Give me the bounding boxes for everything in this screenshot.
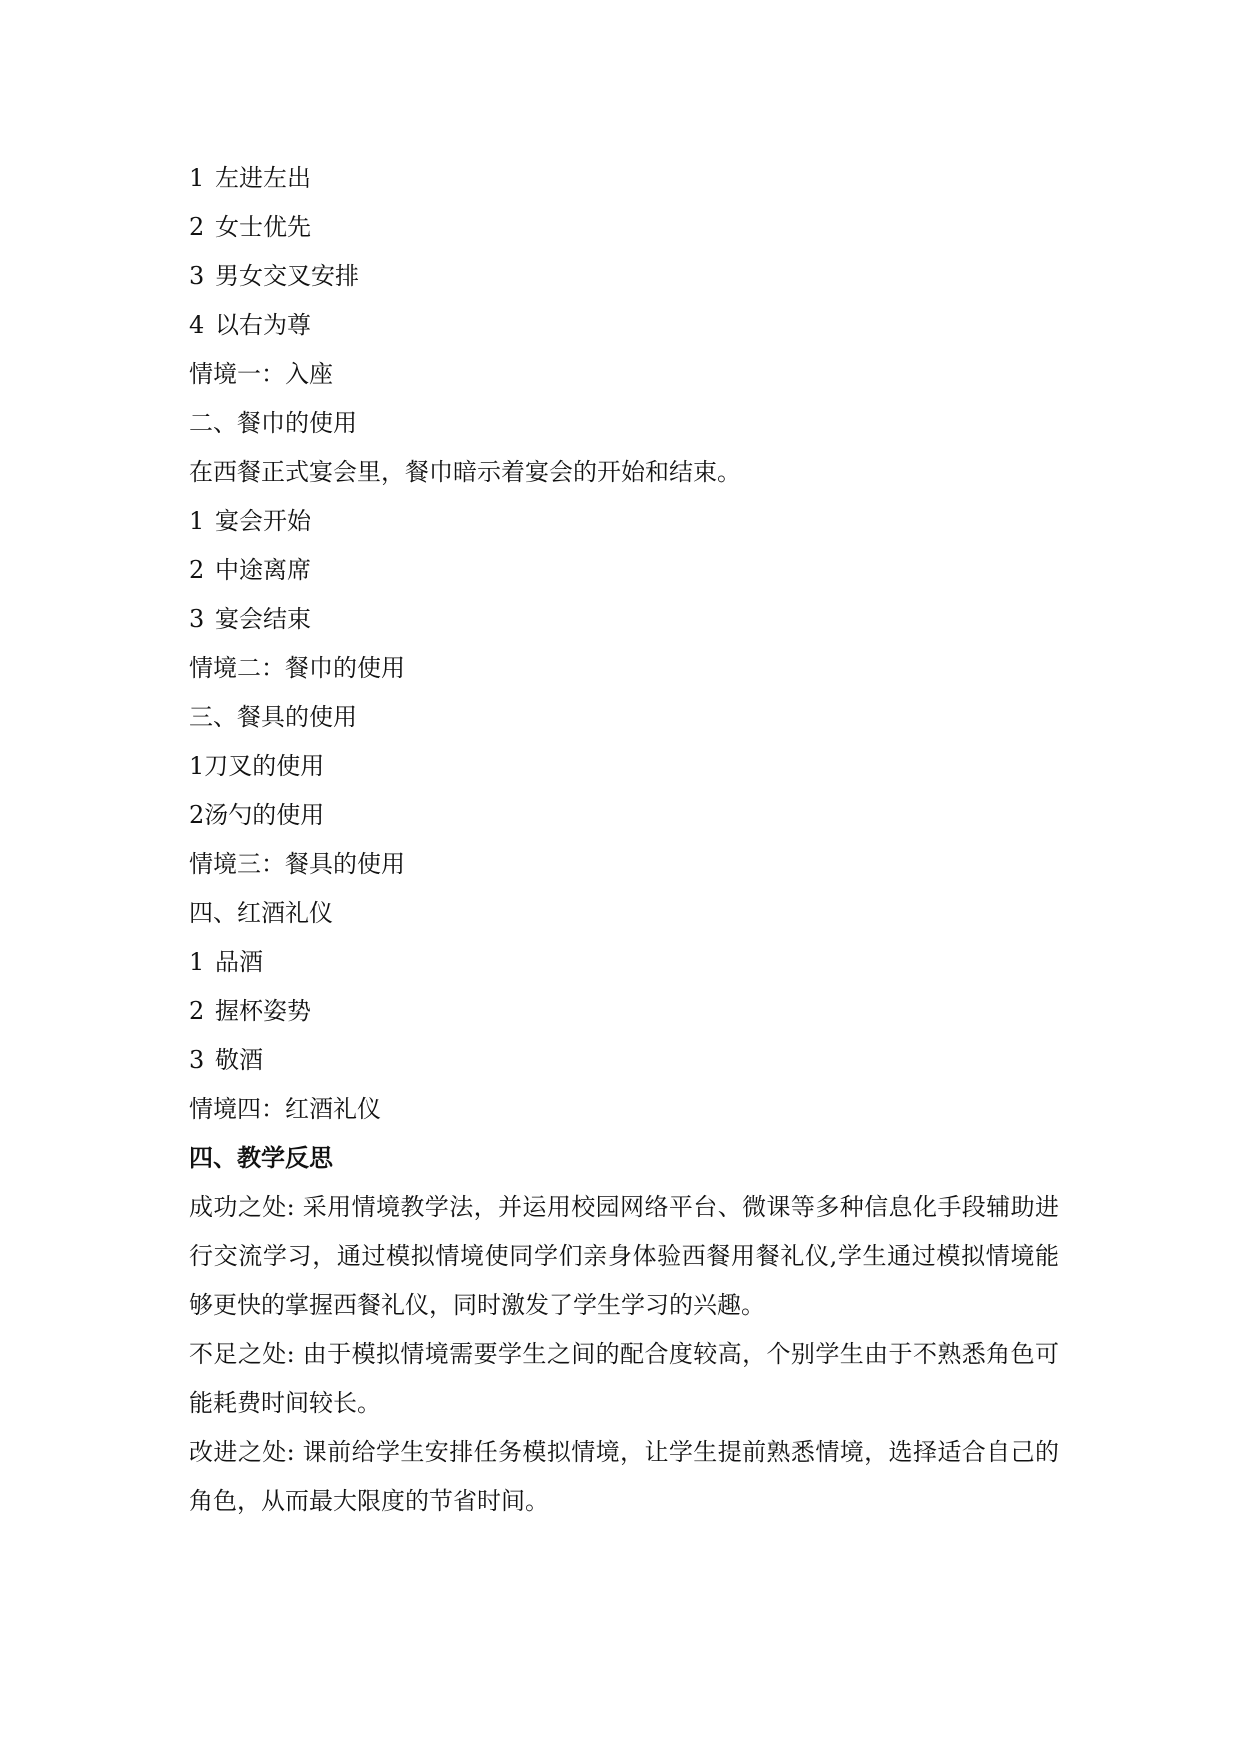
situation-1: 情境一：入座	[189, 360, 333, 388]
situation-2: 情境二：餐巾的使用	[189, 654, 405, 682]
list-item: 1 宴会开始	[189, 507, 311, 535]
section-4-title: 四、红酒礼仪	[189, 899, 333, 927]
list-item: 3 男女交叉安排	[189, 262, 359, 290]
list-item: 1 品酒	[189, 948, 263, 976]
section-2-intro: 在西餐正式宴会里，餐巾暗示着宴会的开始和结束。	[189, 458, 741, 486]
list-item: 2 握杯姿势	[189, 997, 311, 1025]
reflection-success: 成功之处: 采用情境教学法，并运用校园网络平台、微课等多种信息化手段辅助进行交流学习，通过模拟情境使同学们亲身体验西餐用餐礼仪,学生通过模拟情境能够更快的掌握西餐礼仪，同时激发了学生学习的兴趣。	[189, 1193, 1059, 1319]
list-item: 4 以右为尊	[189, 311, 311, 339]
list-item: 1 左进左出	[189, 164, 311, 192]
list-item: 2 女士优先	[189, 213, 311, 241]
section-3-title: 三、餐具的使用	[189, 703, 357, 731]
list-item: 3 宴会结束	[189, 605, 311, 633]
list-item: 1刀叉的使用	[189, 752, 325, 780]
reflection-shortcoming: 不足之处: 由于模拟情境需要学生之间的配合度较高，个别学生由于不熟悉角色可能耗费时间较长。	[189, 1340, 1059, 1417]
document-content	[189, 154, 1059, 1526]
situation-3: 情境三：餐具的使用	[189, 850, 405, 878]
list-item: 3 敬酒	[189, 1046, 263, 1074]
reflection-improvement: 改进之处: 课前给学生安排任务模拟情境，让学生提前熟悉情境，选择适合自己的角色，从而最大限度的节省时间。	[189, 1438, 1059, 1515]
section-2-title: 二、餐巾的使用	[189, 409, 357, 437]
list-item: 2 中途离席	[189, 556, 311, 584]
situation-4: 情境四：红酒礼仪	[189, 1095, 381, 1123]
reflection-heading: 四、教学反思	[189, 1144, 333, 1172]
list-item: 2汤勺的使用	[189, 801, 325, 829]
